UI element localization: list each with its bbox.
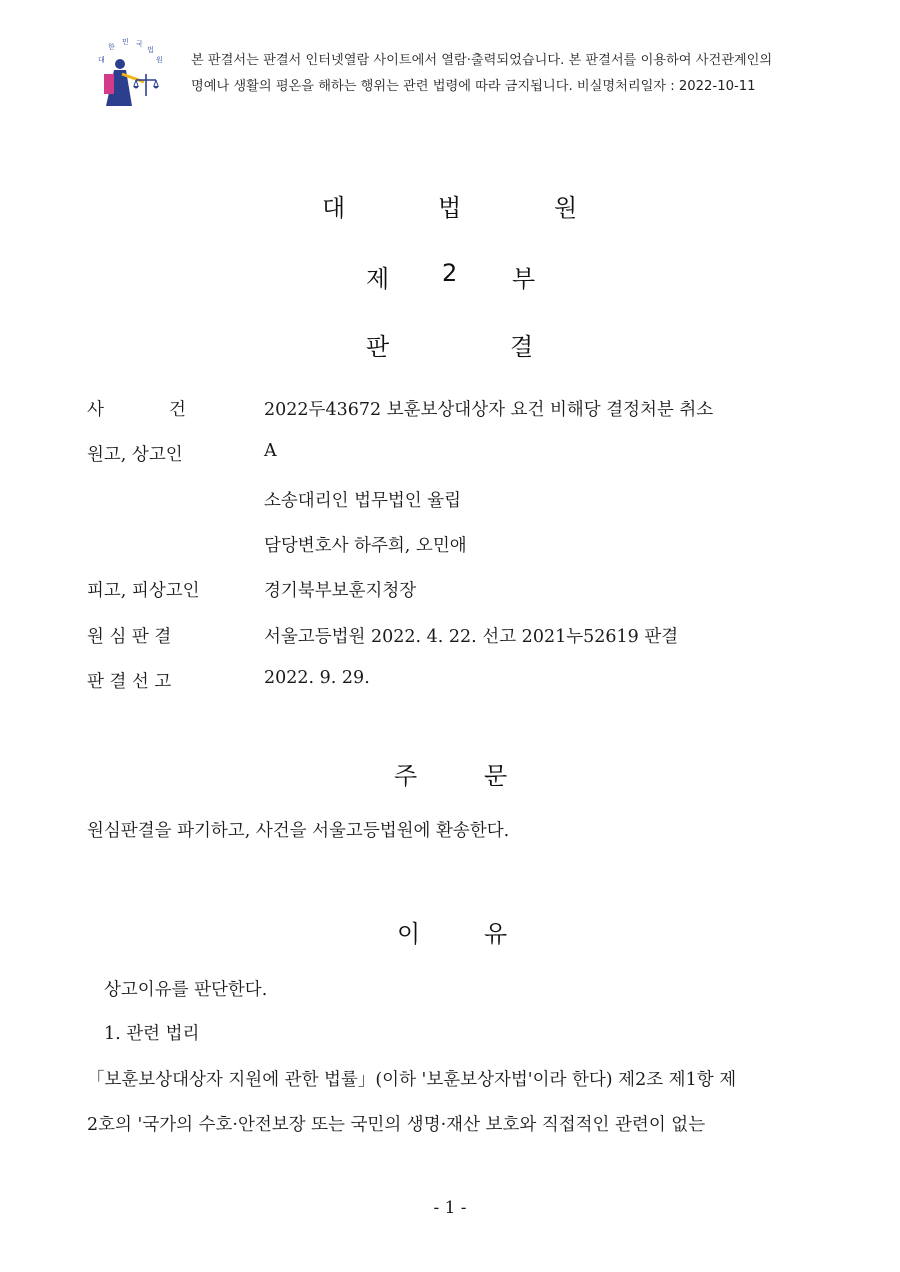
counsel-firm: 소송대리인 법무법인 율립 [264,491,462,511]
court-name-char-3: 원 [554,194,578,222]
doc-type-char-1: 판 [366,333,390,361]
decision-date-value: 2022. 9. 29. [264,668,370,688]
reasons-intro: 상고이유를 판단한다. [104,980,268,1000]
case-label-char-2: 건 [169,400,186,420]
division-char-2: 2 [442,259,458,287]
section-1-title: 1. 관련 법리 [104,1024,200,1044]
page-number: - 1 - [433,1198,467,1218]
plaintiff-value: A [264,441,277,461]
court-name-char-1: 대 [322,194,346,222]
svg-text:대: 대 [98,56,105,64]
decision-date-label: 판 결 선 고 [87,672,172,692]
reasons-heading-char-1: 이 [397,920,421,948]
case-label-char-1: 사 [87,400,104,420]
defendant-value: 경기북부보훈지청장 [264,581,417,601]
plaintiff-label: 원고, 상고인 [87,445,183,465]
paragraph-line-2: 2호의 '국가의 수호·안전보장 또는 국민의 생명·재산 보호와 직접적인 관련이 없는 [87,1115,706,1135]
svg-text:국: 국 [136,40,143,48]
court-name-char-2: 법 [438,194,462,222]
svg-text:민: 민 [122,38,129,46]
svg-text:법: 법 [147,46,154,54]
svg-text:원: 원 [156,56,163,64]
paragraph-line-1: 「보훈보상대상자 지원에 관한 법률」(이하 '보훈보상자법'이라 한다) 제2조 제1항 제 [87,1070,737,1090]
reasons-heading-char-2: 유 [484,920,508,948]
division-char-1: 제 [366,265,390,293]
court-seal-logo [84,34,172,112]
division-char-3: 부 [512,265,536,293]
access-notice [191,48,851,100]
lower-court-label: 원 심 판 결 [87,627,172,647]
doc-type-char-2: 결 [510,333,534,361]
notice-line-2: 명예나 생활의 평온을 해하는 행위는 관련 법령에 따라 금지됩니다. 비실명처리일자 : 2022-10-11 [191,79,756,94]
counsel-attorneys: 담당변호사 하주희, 오민애 [264,536,467,556]
defendant-label: 피고, 피상고인 [87,581,200,601]
notice-line-1: 본 판결서는 판결서 인터넷열람 사이트에서 열람·출력되었습니다. 본 판결서를 이용하여 사건관계인의 [191,53,773,68]
lower-court-value: 서울고등법원 2022. 4. 22. 선고 2021누52619 판결 [264,627,679,647]
order-text: 원심판결을 파기하고, 사건을 서울고등법원에 환송한다. [87,821,510,841]
case-number-value: 2022두43672 보훈보상대상자 요건 비해당 결정처분 취소 [264,400,714,420]
order-heading-char-1: 주 [394,762,418,790]
svg-text:한: 한 [108,43,115,51]
order-heading-char-2: 문 [484,762,508,790]
